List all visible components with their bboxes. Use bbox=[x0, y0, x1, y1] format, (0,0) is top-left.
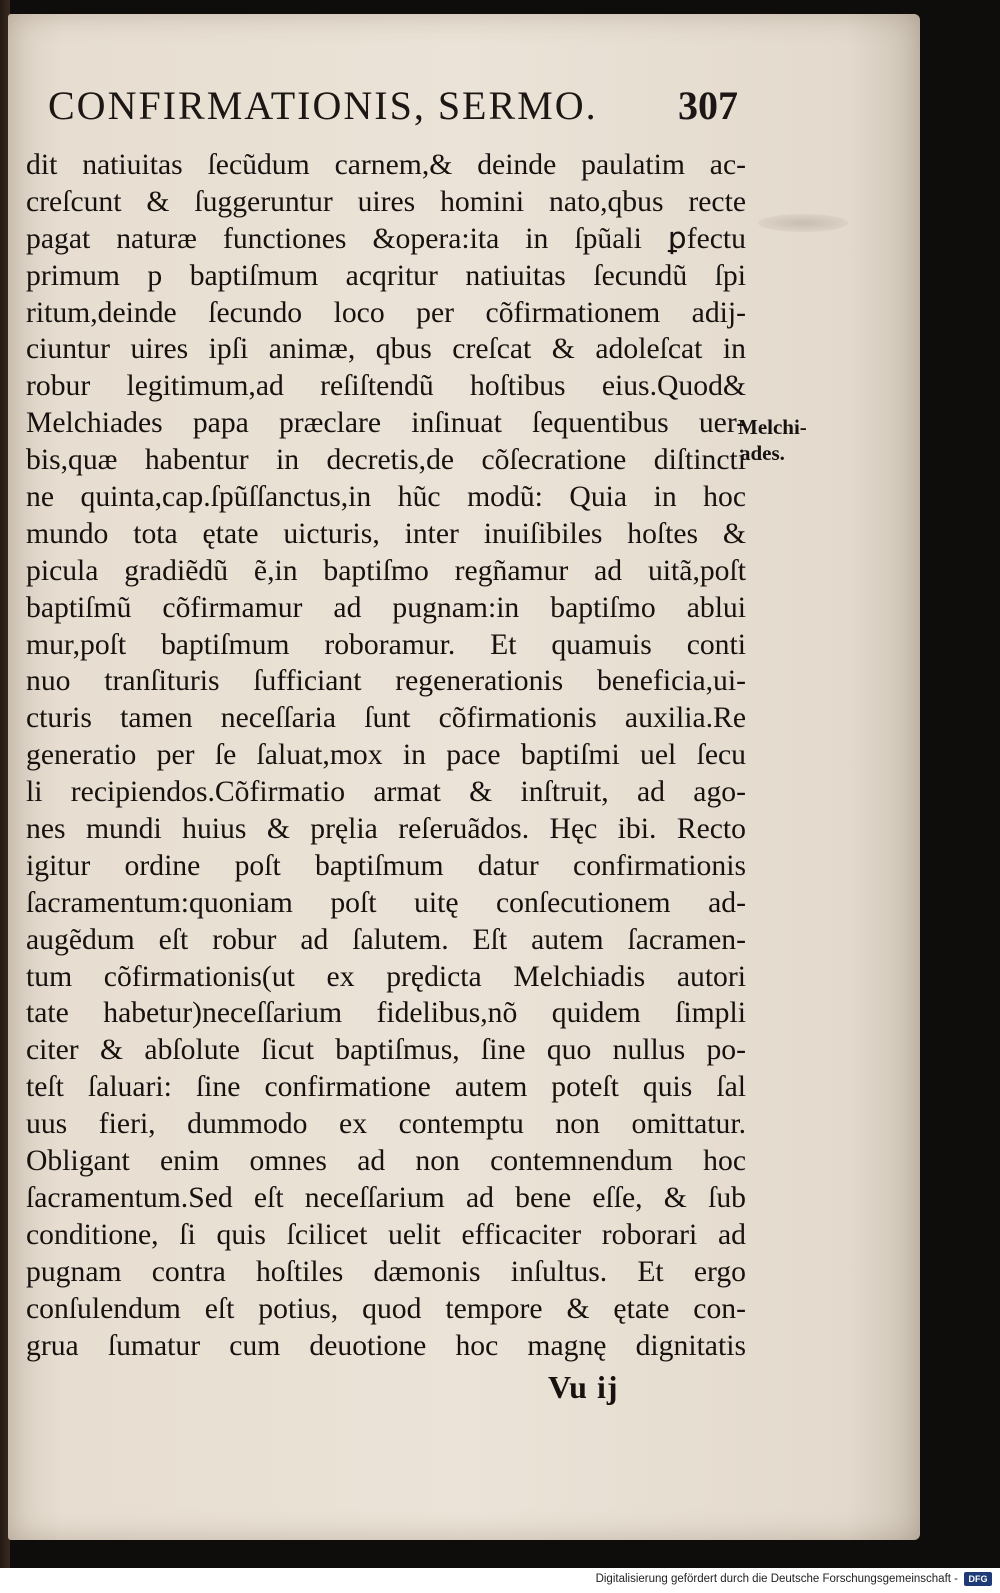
margin-note bbox=[738, 414, 828, 466]
text-line: citer & abſolute ſicut baptiſmus, ſine quo nullus po- bbox=[26, 1034, 746, 1067]
text-line: bis,quæ habentur in decretis,de cõſecratione diſtincti bbox=[26, 444, 746, 477]
text-line: baptiſmũ cõfirmamur ad pugnam:in baptiſmo ablui bbox=[26, 591, 746, 624]
catchword: Vu ij bbox=[548, 1369, 619, 1405]
text-line: generatio per ſe ſaluat,mox in pace baptiſmi uel ſecu bbox=[26, 739, 746, 772]
text-line: ne quinta,cap.ſpũſſanctus,in hũc modũ: Quia in hoc bbox=[26, 481, 746, 514]
body-text bbox=[26, 147, 746, 1364]
dfg-logo: DFG bbox=[964, 1572, 992, 1586]
text-line: li recipiendos.Cõfirmatio armat & inſtruit, ad ago- bbox=[26, 776, 746, 809]
text-line: ſacramentum.Sed eſt neceſſarium ad bene eſſe, & ſub bbox=[26, 1181, 746, 1214]
text-line: nes mundi huius & pręlia reſeruãdos. Hęc ibi. Recto bbox=[26, 813, 746, 846]
text-line: mur,poſt baptiſmum roboramur. Et quamuis conti bbox=[26, 628, 746, 661]
text-line: ciuntur uires ipſi animæ, qbus creſcat & adoleſcat in bbox=[26, 333, 746, 366]
text-line: picula gradiẽdũ ẽ,in baptiſmo regñamur ad uitã,poſt bbox=[26, 554, 746, 587]
text-line: uus fieri, dummodo ex contemptu non omittatur. bbox=[26, 1108, 746, 1141]
text-line: cturis tamen neceſſaria ſunt cõfirmationis auxilia.Re bbox=[26, 702, 746, 735]
text-line: conditione, ſi quis ſcilicet uelit efficaciter roborari ad bbox=[26, 1218, 746, 1251]
footer-bar bbox=[0, 1568, 1000, 1593]
text-line: nuo tranſituris ſufficiant regenerationis beneficia,ui- bbox=[26, 665, 746, 698]
text-line: primum p baptiſmum acqritur natiuitas ſecundũ ſpi bbox=[26, 259, 746, 292]
text-line: igitur ordine poſt baptiſmum datur confirmationis bbox=[26, 849, 746, 882]
text-line: grua ſumatur cum deuotione hoc magnę dignitatis bbox=[26, 1329, 746, 1362]
text-line: creſcunt & ſuggeruntur uires homini nato,qbus recte bbox=[26, 185, 746, 218]
text-line: tum cõfirmationis(ut ex prędicta Melchiadis autori bbox=[26, 960, 746, 993]
text-line: tate habetur)neceſſarium fidelibus,nõ quidem ſimpli bbox=[26, 997, 746, 1030]
text-line: mundo tota ętate uicturis, inter inuiſibiles hoſtes & bbox=[26, 517, 746, 550]
margin-note-line: Melchi- bbox=[738, 415, 807, 439]
text-line: Melchiades papa præclare inſinuat ſequentibus uer- bbox=[26, 407, 746, 440]
text-line: augẽdum eſt robur ad ſalutem. Eſt autem ſacramen- bbox=[26, 923, 746, 956]
text-line: ritum,deinde ſecundo loco per cõfirmationem adij- bbox=[26, 296, 746, 329]
text-line: pagat naturæ functiones &opera:ita in ſpũali ꝑfectu bbox=[26, 222, 746, 255]
running-header bbox=[48, 82, 738, 129]
text-line: conſulendum eſt potius, quod tempore & ętate con- bbox=[26, 1292, 746, 1325]
ink-smudge bbox=[758, 214, 848, 232]
text-line: teſt ſaluari: ſine confirmatione autem poteſt quis ſal bbox=[26, 1071, 746, 1104]
page-number: 307 bbox=[678, 83, 738, 128]
text-line: robur legitimum,ad reſiſtendũ hoſtibus eius.Quod& bbox=[26, 370, 746, 403]
margin-note-line: ades. bbox=[740, 441, 785, 465]
book-page bbox=[8, 14, 920, 1540]
text-line: Obligant enim omnes ad non contemnendum hoc bbox=[26, 1145, 746, 1178]
text-line: ſacramentum:quoniam poſt uitę conſecutionem ad- bbox=[26, 886, 746, 919]
header-title: CONFIRMATIONIS, SERMO. bbox=[48, 83, 598, 128]
footer-credit: Digitalisierung gefördert durch die Deutsche Forschungsgemeinschaft - bbox=[595, 1573, 958, 1585]
text-line: pugnam contra hoſtiles dæmonis inſultus. Et ergo bbox=[26, 1255, 746, 1288]
text-line: dit natiuitas ſecũdum carnem,& deinde paulatim ac- bbox=[26, 149, 746, 181]
